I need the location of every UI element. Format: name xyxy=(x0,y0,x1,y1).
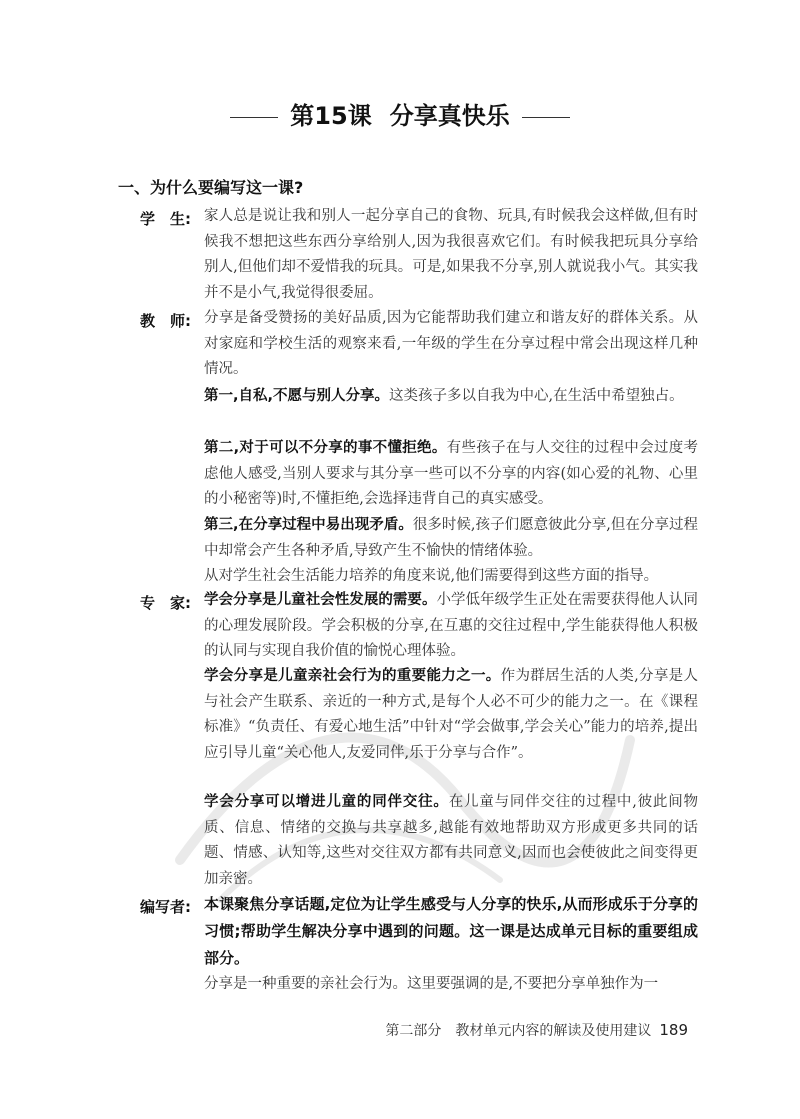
expert-point-1-lead: 学会分享是儿童社会性发展的需要。 xyxy=(204,592,437,608)
title-left-dash xyxy=(230,117,278,118)
student-paragraph: 家人总是说让我和别人一起分享自己的食物、玩具,有时候我会这样做,但有时候我不想把这些东西分享给别人,因为我很喜欢它们。有时候我把玩具分享给别人,但他们却不爱惜我的玩具。可是,如果我不分享,别人就说我小气。其实我并不是小气,我觉得很委屈。 xyxy=(204,208,698,301)
student-label: 学 生: xyxy=(140,210,191,228)
expert-point-2-text: 作为群居生活的人类,分享是人与社会产生联系、亲近的一种方式,是每个人必不可少的能力之一。在《课程标准》“负责任、有爱心地生活”中针对“学会做事,学会关心”能力的培养,提出应引导儿童“关心他人,友爱同伴,乐于分享与合作”。 xyxy=(204,668,699,761)
page-footer xyxy=(385,1020,688,1040)
editor-paragraph: 分享是一种重要的亲社会行为。这里要强调的是,不要把分享单独作为一 xyxy=(204,976,659,992)
expert-point-3-lead: 学会分享可以增进儿童的同伴交往。 xyxy=(204,794,449,810)
teacher-intro: 分享是备受赞扬的美好品质,因为它能帮助我们建立和谐友好的群体关系。从对家庭和学校生活的观察来看,一年级的学生在分享过程中常会出现这样几种情况。 xyxy=(204,310,698,377)
section-heading: 一、为什么要编写这一课? xyxy=(118,178,304,197)
lesson-number: 第15课 xyxy=(290,102,372,130)
title-right-dash xyxy=(522,117,570,118)
teacher-point-3-text: 很多时候,孩子们愿意彼此分享,但在分享过程中却常会产生各种矛盾,导致产生不愉快的情绪体验。 xyxy=(204,517,698,559)
expert-label: 专 家: xyxy=(140,594,191,612)
teacher-point-2-lead: 第二,对于可以不分享的事不懂拒绝。 xyxy=(204,440,447,456)
teacher-point-1-text: 这类孩子多以自我为中心,在生活中希望独占。 xyxy=(389,388,684,404)
expert-point-2-lead: 学会分享是儿童亲社会行为的重要能力之一。 xyxy=(204,668,501,684)
teacher-point-1-lead: 第一,自私,不愿与别人分享。 xyxy=(204,388,390,404)
footer-section: 第二部分 教材单元内容的解读及使用建议 xyxy=(385,1023,652,1039)
editor-label: 编写者: xyxy=(140,898,191,916)
page-number: 189 xyxy=(659,1021,688,1039)
teacher-point-2 xyxy=(204,436,698,513)
expert-point-1 xyxy=(204,588,698,665)
teacher-point-2-text: 有些孩子在与人交往的过程中会过度考虑他人感受,当别人要求与其分享一些可以不分享的内容(如心爱的礼物、心里的小秘密等)时,不懂拒绝,会选择违背自己的真实感受。 xyxy=(204,440,698,507)
expert-point-3-text: 在儿童与同伴交往的过程中,彼此间物质、信息、情绪的交换与共享越多,越能有效地帮助双方形成更多共同的话题、情感、认知等,这些对交往双方都有共同意义,因而也会使彼此之间变得更加亲密。 xyxy=(204,794,699,887)
teacher-point-3-lead: 第三,在分享过程中易出现矛盾。 xyxy=(204,517,413,533)
lesson-title xyxy=(0,96,800,131)
editor-bold-paragraph: 本课聚焦分享话题,定位为让学生感受与人分享的快乐,从而形成乐于分享的习惯;帮助学生解决分享中遇到的问题。这一课是达成单元目标的重要组成部分。 xyxy=(204,895,698,967)
teacher-outro: 从对学生社会生活能力培养的角度来说,他们需要得到这些方面的指导。 xyxy=(204,568,659,584)
teacher-label: 教 师: xyxy=(140,312,191,330)
teacher-point-3 xyxy=(204,513,698,564)
lesson-name: 分享真快乐 xyxy=(389,102,510,130)
expert-point-1-text: 小学低年级学生正处在需要获得他人认同的心理发展阶段。学会积极的分享,在互惠的交往过程中,学生能获得他人积极的认同与实现自我价值的愉悦心理体验。 xyxy=(204,592,698,659)
watermark-decoration xyxy=(160,660,640,920)
teacher-point-1 xyxy=(204,384,698,410)
